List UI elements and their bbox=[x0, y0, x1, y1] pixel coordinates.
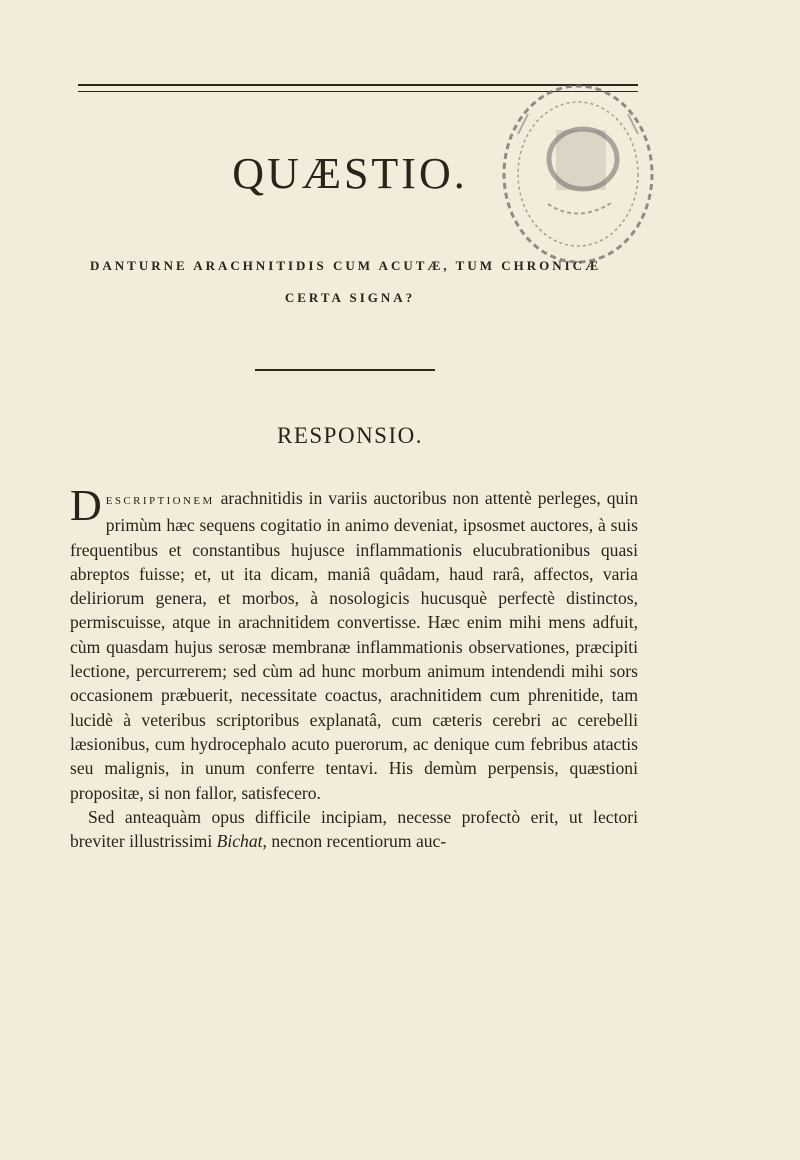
question-line-2: CERTA SIGNA? bbox=[284, 290, 416, 305]
paragraph-2-start: Sed anteaquàm opus difficile incipiam, necesse profectò erit, ut lectori breviter illustrissimi bbox=[70, 806, 638, 852]
section-divider bbox=[255, 369, 435, 371]
paragraph-2 bbox=[70, 805, 638, 854]
question-line-1: DANTURNE ARACHNITIDIS CUM ACUTÆ, TUM CHRONICÆ bbox=[90, 258, 602, 273]
paragraph-1 bbox=[70, 481, 638, 805]
paragraph-2-italic: Bichat bbox=[216, 831, 263, 852]
body-text bbox=[70, 481, 638, 853]
paragraph-2-end: , necnon recentiorum auc- bbox=[262, 831, 447, 852]
section-heading: RESPONSIO. bbox=[276, 423, 423, 448]
drop-cap: D bbox=[70, 481, 102, 530]
paragraph-1-text: arachnitidis in variis auctoribus non attentè perleges, quin primùm hæc sequens cogitatio in animo deveniat, ipsosmet auctores, à suis frequentibus et constantibus hujusce inflammationis elucubrationibus quasi abreptos fuisse; et, ut ita dicam, maniâ quâdam, haud rarâ, affectos, varia deliriorum genera, et morbos, à nosologicis hucusquè perfectè distinctos, permiscuisse, atque in arachnitidem convertisse. Hæc enim mihi mens adfuit, cùm quasdam hujus serosæ membranæ inflammationis observationes, præcipiti lectione, percurrerem; sed cùm ad hunc morbum animum intendendi mihi sors occasionem præbuerit, necessitate coactus, arachnitidem cum phrenitide, tam lucidè à veteribus scriptoribus explanatâ, cum cæteris cerebri ac cerebelli læsionibus, cum hydrocephalo acuto puerorum, ac denique cum febribus atactis seu malignis, in unum conferre tentavi. His demùm perpensis, quæstioni propositæ, si non fallor, satisfecero. bbox=[70, 488, 638, 803]
page-title: QUÆSTIO. bbox=[232, 149, 468, 198]
paragraph-1-smallcaps: ESCRIPTIONEM bbox=[105, 495, 215, 507]
